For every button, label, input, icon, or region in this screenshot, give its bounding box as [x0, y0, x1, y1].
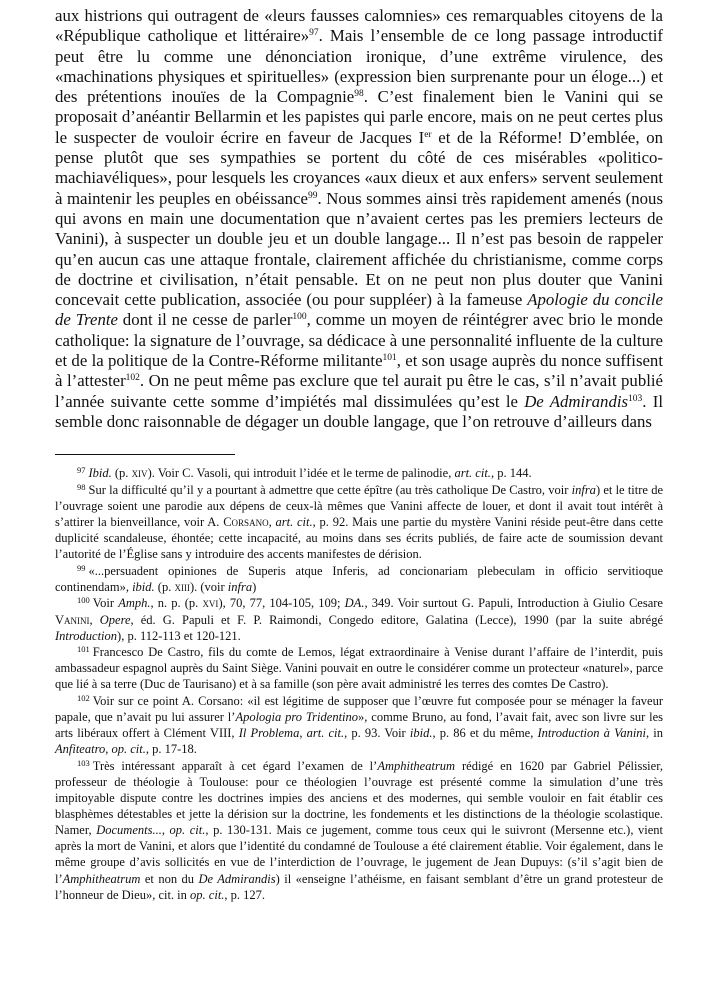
italic-run: ibid. — [132, 579, 155, 594]
footnote — [55, 465, 663, 481]
italic-run: op. cit. — [169, 823, 206, 838]
text-run: . Nous sommes ainsi très rapidement amenés (nous qui avons en main une documentation que n’avaient certes pas les premiers lecteurs de Vanini), à suspecter un double jeu et un double langage... Il n’est pas besoin de rappeler qu’en aucun cas une attaque frontale, clairement affichée du christianisme, comme corps de doctrine et civilisation, n’était pensable. Et on ne peut non plus douter que Vanini concevait cette publication, associée (ou pour suppléer) à la fameuse — [55, 188, 663, 310]
italic-run: ibid. — [409, 726, 433, 741]
text-run: , — [268, 515, 276, 530]
text-run: , comme un moyen de réintégrer avec brio le monde catholique: la signature de l’ouvrage, sa dédicace à une personnalité influente de la culture et de la politique de la Contre-Réforme militante — [55, 310, 663, 371]
italic-run: art. cit. — [275, 515, 313, 530]
italic-run: infra — [227, 579, 253, 594]
text-run: ) — [252, 579, 257, 594]
italic-run: Documents... — [96, 823, 162, 838]
text-run: , — [89, 612, 100, 627]
footnote — [55, 563, 663, 595]
italic-run: Apologie du concile de Trente — [55, 290, 663, 330]
footnote-number: 101 — [77, 644, 90, 655]
text-run: dont il ne cesse de parler — [117, 310, 293, 330]
footnote-number: 98 — [77, 481, 86, 492]
footnote-number: 100 — [77, 595, 90, 606]
footnote — [55, 693, 663, 757]
footnote — [55, 758, 663, 903]
text-run: , p. 92. Mais une partie du mystère Vanini réside peut-être dans cette duplicité scandaleuse, éhontée; cette incapacité, au moins dans ses écrits publiés, de faire acte de soumission devant l’autorité de l’Église sans y introduire des accents manifestes de dérision. — [55, 515, 663, 562]
footnote-separator — [55, 454, 235, 455]
text-run: , p. 127. — [224, 887, 266, 902]
footnote-reference: 99 — [307, 190, 318, 201]
footnote — [55, 644, 663, 692]
italic-run: Amph. — [118, 596, 151, 611]
text-run: , in — [646, 726, 664, 741]
footnotes — [55, 465, 663, 903]
text-run: Très intéressant apparaît à cet égard l’examen de l’ — [92, 758, 378, 773]
footnote-reference: er — [424, 129, 432, 140]
text-run: ) et le titre de l’ouvrage soient une parodie aux dépens de ceux-là mêmes que Vanini affecte de louer, et dont il avait tout intérêt à s’attirer la bienveillance, voir A. — [55, 482, 663, 530]
text-run: , p. 144. — [490, 466, 532, 481]
italic-run: Amphitheatrum — [377, 758, 456, 773]
text-run: , et son usage auprès du nonce suffisent à l’attester — [55, 351, 663, 391]
text-run: et de la Réforme! D’emblée, on pense plutôt que ses sympathies se portent du côté de ces misérables «politico-machiavéliques», pour lesquels les croyances «aux dieux et aux enfers» servent seulement à maintenir les peuples en obéissance — [55, 127, 663, 208]
text-run: , éd. G. Papuli et F. P. Raimondi, Congedo editore, Galatina (Lecce), 1990 (par la suite abrégé — [130, 612, 663, 627]
text-run: , — [105, 742, 112, 757]
footnote-reference: 103 — [628, 393, 643, 404]
text-run: , n. p. (p. — [150, 596, 203, 611]
text-run: (p. — [154, 579, 175, 594]
text-run: . On ne peut même pas exclure que tel aurait pu être le cas, s’il n’avait publié l’année suivante cette somme d’impiétés mal dissimulées qu’est le — [55, 371, 663, 411]
italic-run: De Admirandis — [198, 871, 276, 886]
text-run: , p. 93. Voir — [344, 726, 410, 741]
text-run: , p. 130-131. Mais ce jugement, comme tous ceux qui le suivront (Mersenne etc.), vient après la mort de Vanini, et alors que l’identité du condamné de Toulouse a été clairement établie. Voir également, dans le même groupe d’avis sollicités en vue de l’interdiction de l’ouvrage, le jugement de Jean Dupuys: (s’il s’agit bien de l’ — [55, 823, 664, 886]
small-caps-run: xvi — [202, 596, 219, 611]
text-run: ), 70, 77, 104-105, 109; — [218, 596, 345, 611]
text-run: Francesco De Castro, fils du comte de Lemos, légat extraordinaire à Venise durant l’affaire de l’interdit, puis ambassadeur espagnol auprès du Saint Siège. Vanini pouvait en outre le considérer comme un protecteur «naturel», parce que lié à sa terre (Duc de Taurisano) et à sa famille (son père avait administré les terres des comtes De Castro). — [55, 645, 663, 692]
text-run: ). (voir — [189, 579, 228, 594]
text-run: , p. 17-18. — [145, 742, 197, 757]
italic-run: Ibid. — [88, 466, 112, 481]
main-body-text — [55, 6, 663, 432]
small-caps-run: Vanini — [55, 612, 90, 627]
italic-run: DA. — [344, 596, 365, 611]
text-run: , — [161, 823, 170, 838]
small-caps-run: xiv — [131, 466, 148, 481]
text-run: aux histrions qui outragent de «leurs fausses calomnies» ces remarquables citoyens de la «République catholique et littéraire» — [55, 6, 663, 46]
italic-run: art. cit. — [306, 726, 345, 741]
footnote-number: 102 — [77, 693, 90, 704]
text-run: et non du — [140, 871, 199, 886]
text-run: », comme Bruno, au fond, l’avait fait, avec son livre sur les arts libéraux offert à Clément VIII, — [55, 710, 664, 741]
text-run: . Il semble donc raisonnable de dégager un double langage, que l’on retrouve d’ailleurs dans — [55, 391, 663, 431]
footnote-number: 97 — [77, 465, 86, 476]
italic-run: op. cit. — [111, 742, 146, 757]
italic-run: Introduction à Vanini — [537, 726, 647, 741]
italic-run: Opere — [99, 612, 131, 627]
footnote-reference: 100 — [292, 312, 307, 323]
italic-run: op. cit. — [190, 887, 225, 902]
italic-run: Introduction — [55, 628, 118, 643]
footnote-number: 99 — [77, 562, 86, 573]
italic-run: Amphitheatrum — [62, 871, 141, 886]
text-run: ), p. 112-113 et 120-121. — [117, 628, 241, 643]
text-run: rédigé en 1620 par Gabriel Pélissier, professeur de théologie à Toulouse: pour ce théologien l’ouvrage est présenté comme la simulation d’une très impitoyable dispute contre les doctrines impies des anciens et des modernes, qui semble vouloir en fait établir ces blasphèmes détestables et jette la dérision sur la doctrine, les fondements et les distinctions de la théologie scolastique. Namer, — [55, 758, 663, 838]
italic-run: art. cit. — [454, 466, 491, 481]
italic-run: Apologia pro Tridentino — [235, 710, 359, 725]
italic-run: De Admirandis — [524, 391, 629, 411]
text-run: . Mais l’ensemble de ce long passage introductif peut être lu comme une dénonciation ironique, d’une extrême virulence, des «machinations physiques et spirituelles» (expression bien surprenante pour un éloge...) et des prétentions inouïes de la Compagnie — [55, 26, 664, 107]
text-run: «...persuadent opiniones de Superis atque Inferis, ad concionariam plebeculam in officio servitioque continendam», — [55, 563, 663, 594]
text-run: ) il «enseigne l’athéisme, en faisant semblant d’être un grand protesteur de l’honneur de Dieu», cit. in — [55, 871, 663, 902]
document-page — [55, 6, 663, 903]
text-run: Voir sur ce point A. Corsano: «il est légitime de supposer que l’œuvre fut composée pour se ménager la faveur papale, que n’avait pu lui assurer l’ — [55, 694, 663, 725]
footnote-reference: 101 — [382, 353, 397, 364]
italic-run: infra — [571, 482, 596, 497]
footnote — [55, 482, 663, 562]
text-run: . C’est finalement bien le Vanini qui se proposait d’anéantir Bellarmin et les papistes qui parle encore, mais on ne peut certes plus le suspecter de vouloir écrire en faveur de Jacques I — [55, 87, 663, 147]
small-caps-run: Corsano — [223, 515, 269, 530]
footnote-reference: 97 — [309, 28, 319, 39]
small-caps-run: xiii — [174, 579, 190, 594]
text-run: Sur la difficulté qu’il y a pourtant à admettre que cette épître (au très catholique De Castro, voir — [88, 482, 572, 497]
text-run: (p. — [111, 466, 132, 481]
text-run: Voir — [92, 596, 119, 611]
text-run: , — [299, 726, 307, 741]
footnote-reference: 102 — [125, 373, 140, 384]
italic-run: Anfiteatro — [55, 742, 106, 757]
text-run: , 349. Voir surtout G. Papuli, Introduction à Giulio Cesare — [364, 596, 663, 611]
italic-run: Il Problema — [238, 726, 300, 741]
footnote-reference: 98 — [354, 89, 364, 100]
text-run: , p. 86 et du même, — [432, 726, 538, 741]
footnote-number: 103 — [77, 757, 90, 768]
footnote — [55, 595, 663, 643]
text-run: ). Voir C. Vasoli, qui introduit l’idée et le terme de palinodie, — [147, 466, 455, 481]
